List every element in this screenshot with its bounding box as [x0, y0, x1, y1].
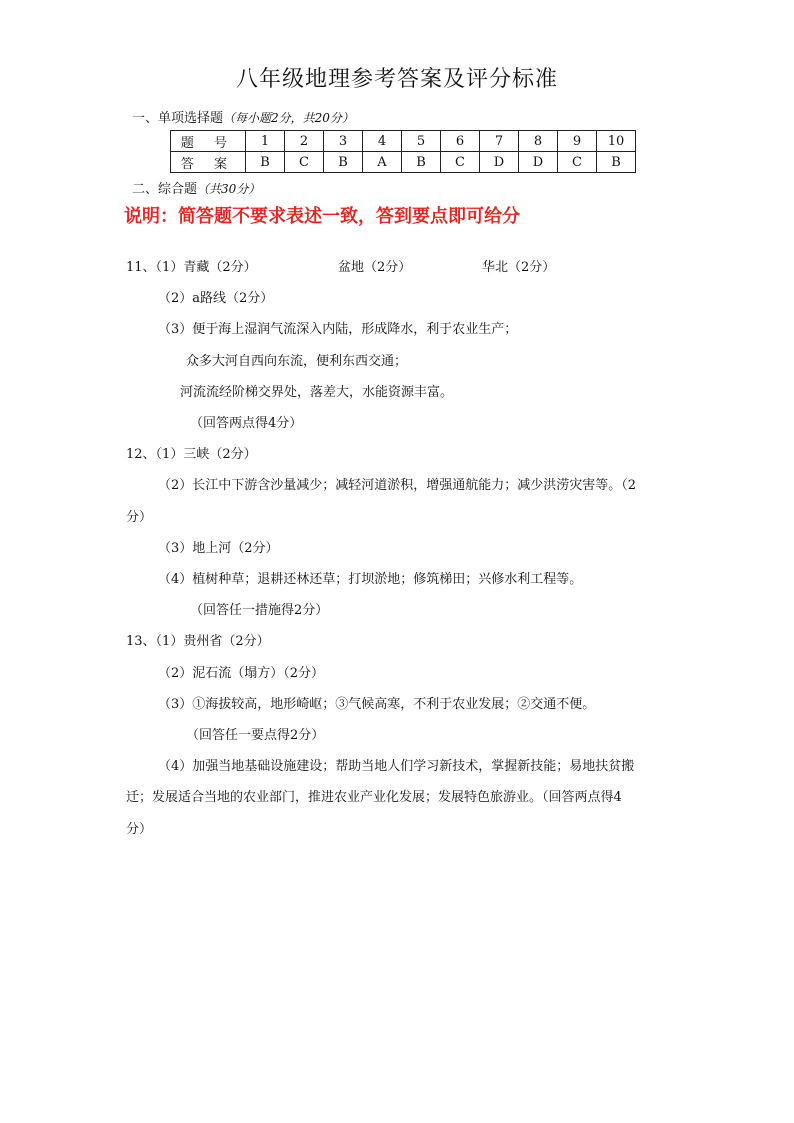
section-1-label: 一、单项选择题 — [132, 111, 224, 126]
q13-line-6: 迁；发展适合当地的农业部门，推进农业产业化发展；发展特色旅游业。（回答两点得4 — [126, 790, 622, 805]
table-cell: 1 — [246, 131, 285, 152]
table-cell: 4 — [363, 131, 402, 152]
q11-line-1a: 11、（1）青藏（2分） — [126, 260, 257, 275]
q11-line-6: （回答两点得4分） — [190, 416, 303, 431]
q13-line-7: 分） — [126, 822, 153, 837]
q12-line-2: （2）长江中下游含沙量减少；减轻河道淤积，增强通航能力；减少洪涝灾害等。（2 — [158, 478, 637, 493]
q13-line-4: （回答任一要点得2分） — [186, 728, 325, 743]
table-header-cell: 答 案 — [171, 152, 246, 173]
table-cell: A — [363, 152, 402, 173]
q13-line-5: （4）加强当地基础设施建设；帮助当地人们学习新技术，掌握新技能；易地扶贫搬 — [158, 759, 635, 774]
table-cell: 9 — [558, 131, 597, 152]
table-cell: 3 — [324, 131, 363, 152]
table-cell: D — [519, 152, 558, 173]
q11-line-2: （2）a路线（2分） — [158, 291, 274, 306]
table-cell: C — [558, 152, 597, 173]
table-cell: 6 — [441, 131, 480, 152]
table-header-cell: 题 号 — [171, 131, 246, 152]
section-2-note: （共30分） — [197, 182, 261, 196]
table-cell: 2 — [285, 131, 324, 152]
table-cell: B — [324, 152, 363, 173]
table-cell: 10 — [597, 131, 636, 152]
table-row — [171, 152, 636, 173]
table-cell: 8 — [519, 131, 558, 152]
section-1-heading — [132, 107, 354, 126]
q11-line-1c: 华北（2分） — [482, 260, 556, 275]
table-cell: B — [246, 152, 285, 173]
q12-line-4: （3）地上河（2分） — [158, 541, 279, 556]
scoring-notice: 说明：简答题不要求表述一致，答到要点即可给分 — [124, 206, 520, 227]
q12-line-3: 分） — [126, 510, 153, 525]
table-cell: C — [285, 152, 324, 173]
table-cell: D — [480, 152, 519, 173]
q13-line-2: （2）泥石流（塌方）（2分） — [158, 666, 325, 681]
table-cell: C — [441, 152, 480, 173]
section-2-label: 二、综合题 — [132, 182, 198, 197]
q11-line-1b: 盆地（2分） — [338, 260, 412, 275]
table-cell: B — [402, 152, 441, 173]
q12-line-1: 12、（1）三峡（2分） — [126, 447, 257, 462]
table-cell: B — [597, 152, 636, 173]
q13-line-3: （3）①海拔较高，地形崎岖；③气候高寒，不利于农业发展；②交通不便。 — [158, 697, 596, 712]
q12-line-6: （回答任一措施得2分） — [190, 603, 329, 618]
section-2-heading — [132, 178, 260, 197]
q12-line-5: （4）植树种草；退耕还林还草；打坝淤地；修筑梯田；兴修水利工程等。 — [158, 572, 583, 587]
page-title: 八年级地理参考答案及评分标准 — [235, 67, 558, 92]
q11-line-5: 河流流经阶梯交界处，落差大，水能资源丰富。 — [180, 385, 454, 400]
table-row — [171, 131, 636, 152]
q13-line-1: 13、（1）贵州省（2分） — [126, 634, 270, 649]
q11-line-3: （3）便于海上湿润气流深入内陆，形成降水，利于农业生产； — [158, 322, 518, 337]
answer-table — [170, 130, 636, 173]
section-1-note: （每小题2分，共20分） — [223, 111, 354, 125]
q11-line-4: 众多大河自西向东流，便利东西交通； — [186, 354, 408, 369]
table-cell: 7 — [480, 131, 519, 152]
table-cell: 5 — [402, 131, 441, 152]
